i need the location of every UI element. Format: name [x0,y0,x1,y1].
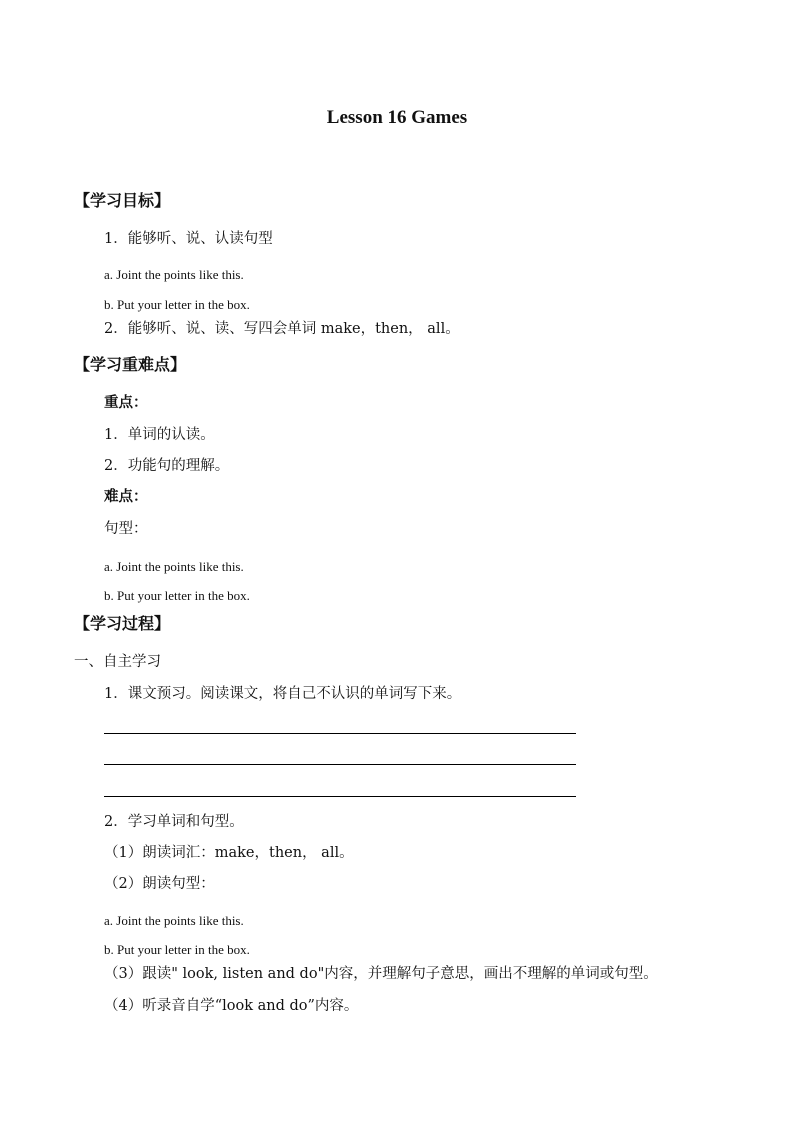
difficulty-label: 难点： [104,488,148,505]
focus-label: 重点： [104,394,148,411]
process-sentence-a: a. Joint the points like this. [104,913,244,928]
sub-step-2: （2）朗读句型： [104,876,215,892]
writing-line-2[interactable] [104,764,576,765]
document-title: Lesson 16 Games [326,107,468,128]
objectives-heading: 【学习目标】 [74,191,171,210]
objective-item-2: 2．能够听、说、读、写四会单词 make，then， all。 [104,321,460,337]
pattern-label: 句型： [104,521,148,537]
difficulty-sentence-a: a. Joint the points like this. [104,559,244,574]
sub-step-1: （1）朗读词汇：make，then， all。 [104,845,354,861]
writing-line-1[interactable] [104,733,576,734]
objective-sentence-a: a. Joint the points like this. [104,267,244,282]
sub-step-4: （4）听录音自学“look and do”内容。 [104,998,359,1014]
difficulty-sentence-b: b. Put your letter in the box. [104,588,250,603]
sub-step-3: （3）跟读" look, listen and do"内容，并理解句子意思，画出不理解的单词或句型。 [104,966,658,982]
objective-item-1: 1．能够听、说、认读句型 [104,231,273,247]
section-self-study: 一、自主学习 [74,654,161,670]
step-2: 2．学习单词和句型。 [104,814,244,830]
objective-sentence-b: b. Put your letter in the box. [104,297,250,312]
writing-line-3[interactable] [104,796,576,797]
process-sentence-b: b. Put your letter in the box. [104,942,250,957]
step-1: 1．课文预习。阅读课文，将自己不认识的单词写下来。 [104,686,462,702]
focus-item-1: 1．单词的认读。 [104,427,215,443]
process-heading: 【学习过程】 [74,614,171,633]
focus-item-2: 2．功能句的理解。 [104,458,230,474]
key-points-heading: 【学习重难点】 [74,355,187,374]
